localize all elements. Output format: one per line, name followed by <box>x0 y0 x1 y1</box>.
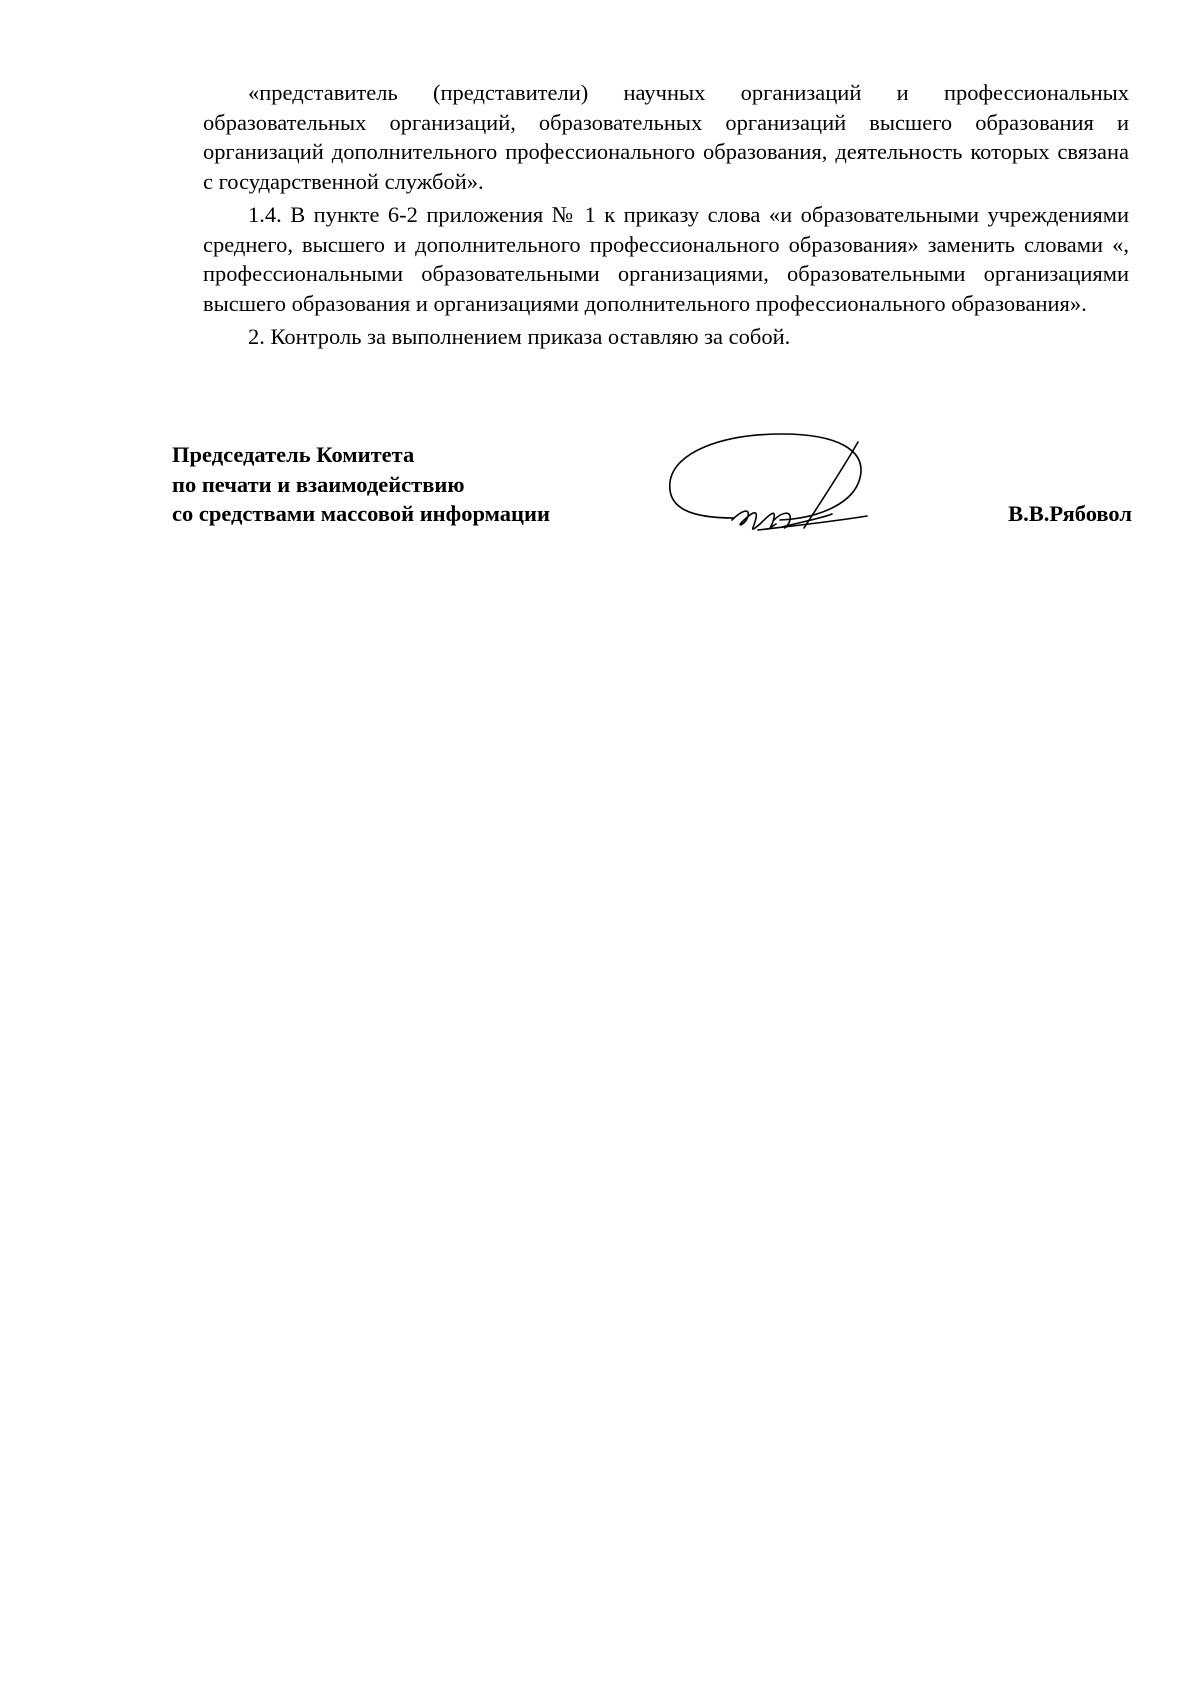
paragraph-item-1-4: 1.4. В пункте 6-2 приложения № 1 к приказу слова «и образовательными учреждениями среднего, высшего и дополнительного профессионального образования» заменить словами «, профессиональными образовательными организациями, образовательными организациями высшего образования и организациями дополнительного профессионального образования». <box>203 202 1129 316</box>
signature-block <box>172 440 1132 580</box>
document-body <box>203 78 1129 356</box>
position-title-line: по печати и взаимодействию <box>172 471 465 497</box>
signer-position-title <box>172 440 550 529</box>
signer-name: В.В.Рябовол <box>1008 501 1132 526</box>
paragraph-item-2-control: 2. Контроль за выполнением приказа оставляю за собой. <box>248 324 791 349</box>
position-title-line: со средствами массовой информации <box>172 501 550 526</box>
handwritten-signature <box>662 430 882 550</box>
position-title-line: Председатель Комитета <box>172 442 415 467</box>
paragraph-representatives: «представитель (представители) научных организаций и профессиональных образовательных организаций, образовательных организаций высшего образования и организаций дополнительного профессионального образования, деятельность которых связана с государственной службой». <box>203 80 1129 194</box>
